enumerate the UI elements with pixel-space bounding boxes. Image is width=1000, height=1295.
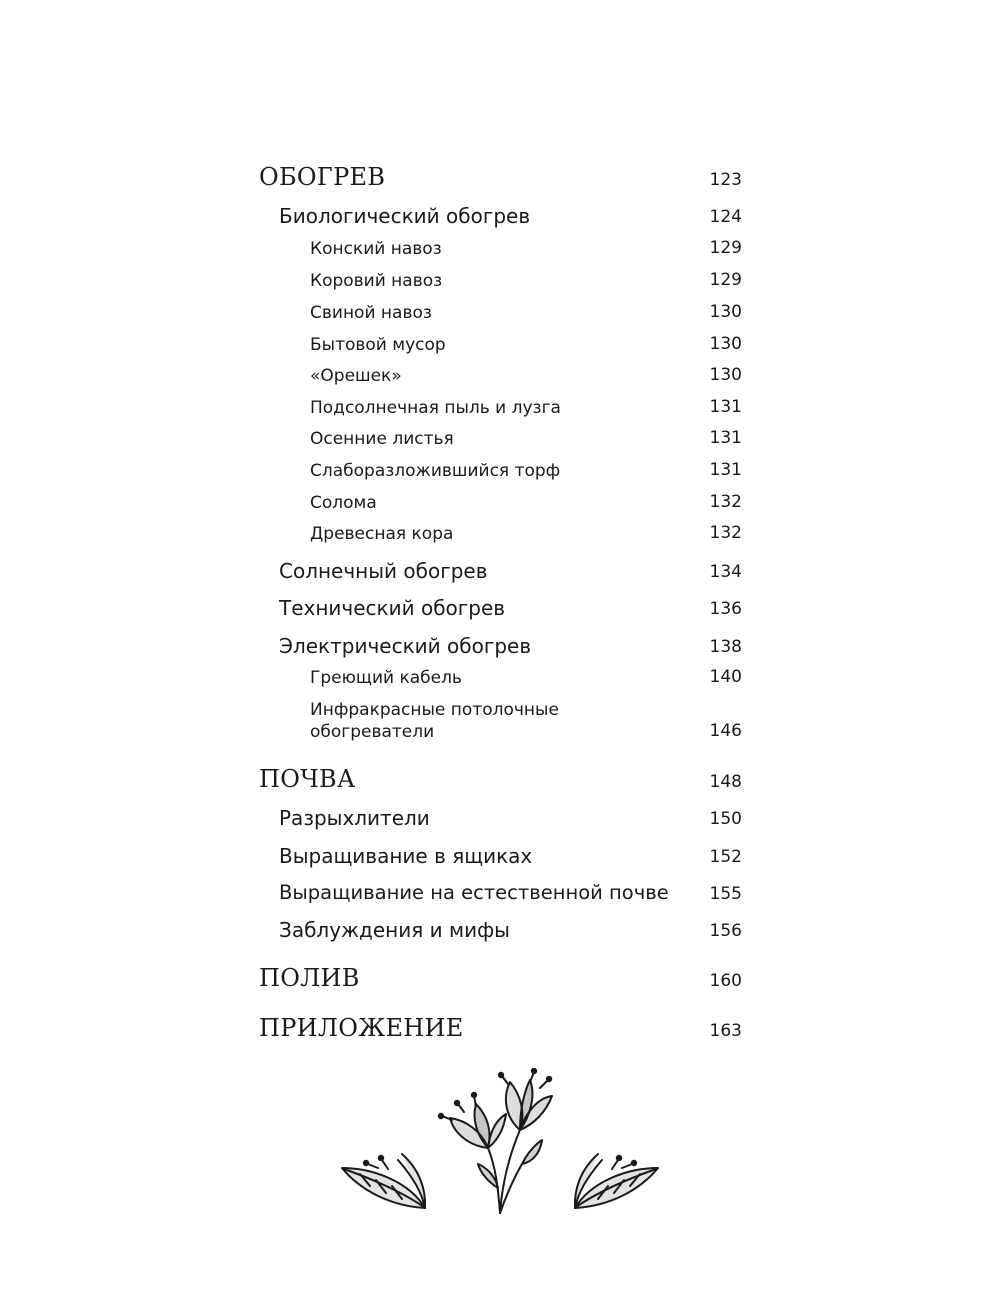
toc-item-title: Бытовой мусор [310, 335, 446, 355]
toc-item-title-line2: обогреватели [310, 722, 435, 742]
toc-page-number: 160 [709, 971, 742, 991]
toc-item-title: Осенние листья [310, 429, 454, 449]
toc-page-number: 140 [709, 667, 742, 687]
toc-page-number: 131 [709, 460, 742, 480]
toc-subsection-title: Выращивание в ящиках [279, 844, 533, 868]
toc-page-number: 138 [709, 637, 742, 657]
toc-page-number: 124 [709, 207, 742, 227]
toc-subsection-title: Технический обогрев [279, 596, 506, 620]
toc-section-title: ОБОГРЕВ [259, 163, 386, 191]
toc-subsection-title: Разрыхлители [279, 806, 430, 830]
toc-item-title: Слаборазложившийся торф [310, 461, 561, 481]
toc-page-number: 163 [709, 1021, 742, 1041]
toc-item-title: Солома [310, 493, 377, 513]
toc-section-title: ПРИЛОЖЕНИЕ [259, 1014, 464, 1042]
toc-subsection-title: Выращивание на естественной почве [279, 881, 669, 904]
toc-page-number: 131 [709, 397, 742, 417]
toc-item-title: Древесная кора [310, 524, 454, 544]
toc-page-number: 129 [709, 270, 742, 290]
central-flowers-icon [439, 1069, 552, 1213]
toc-item-title: Свиной навоз [310, 303, 432, 323]
toc-page-number: 130 [709, 365, 742, 385]
toc-item-title: Коровий навоз [310, 271, 443, 291]
toc-item-title: «Орешек» [310, 366, 402, 386]
toc-subsection-title: Солнечный обогрев [279, 559, 488, 583]
toc-item-title: Греющий кабель [310, 668, 462, 688]
toc-page-number: 132 [709, 492, 742, 512]
right-leaf-sprig-icon [575, 1154, 658, 1208]
toc-page-number: 130 [709, 334, 742, 354]
toc-section-title: ПОЛИВ [259, 964, 360, 992]
toc-item-title: Конский навоз [310, 239, 442, 259]
toc-subsection-title: Заблуждения и мифы [279, 918, 510, 942]
toc-subsection-title: Электрический обогрев [279, 634, 532, 658]
toc-page-number: 132 [709, 523, 742, 543]
toc-page-number: 150 [709, 809, 742, 829]
toc-page-number: 155 [709, 884, 742, 904]
toc-section-title: ПОЧВА [259, 765, 356, 793]
toc-subsection-title: Биологический обогрев [279, 204, 531, 228]
toc-page-number: 129 [709, 238, 742, 258]
toc-item-title-line1: Инфракрасные потолочные [310, 700, 559, 720]
floral-ornament-icon [330, 1068, 670, 1218]
toc-page-number: 156 [709, 921, 742, 941]
toc-page-number: 131 [709, 428, 742, 448]
left-leaf-sprig-icon [342, 1154, 425, 1208]
toc-page-number: 123 [709, 170, 742, 190]
toc-page-number: 152 [709, 847, 742, 867]
toc-page-number: 136 [709, 599, 742, 619]
toc-page-number: 134 [709, 562, 742, 582]
toc-page-number: 130 [709, 302, 742, 322]
toc-page-number: 148 [709, 772, 742, 792]
toc-page-number: 146 [709, 721, 742, 741]
toc-item-title: Подсолнечная пыль и лузга [310, 398, 561, 418]
